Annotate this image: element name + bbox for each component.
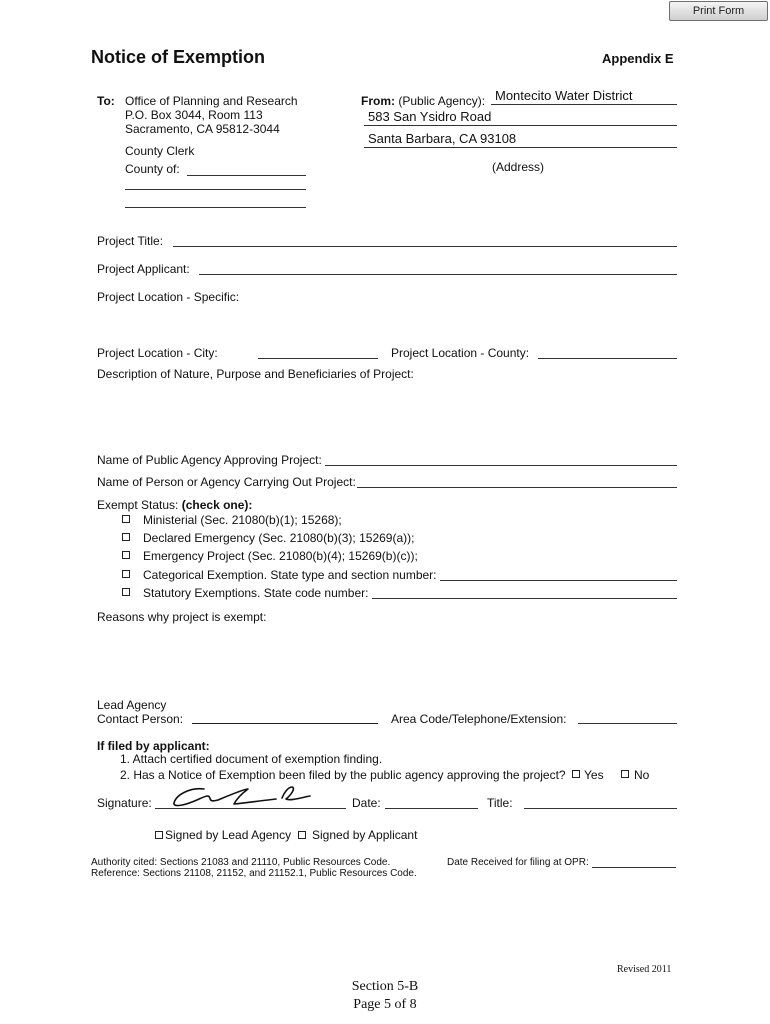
exempt-option-declared-emergency: Declared Emergency (Sec. 21080(b)(3); 15269(a));: [143, 531, 415, 545]
project-location-county-label: Project Location - County:: [391, 346, 530, 360]
exempt-option-emergency-project: Emergency Project (Sec. 21080(b)(4); 15269(b)(c));: [143, 549, 418, 563]
section-label: Section 5-B: [351, 979, 419, 994]
exempt-status-hint: (check one):: [181, 498, 253, 512]
public-agency-underline: [491, 104, 677, 105]
exempt-option-statutory: Statutory Exemptions. State code number:: [143, 586, 369, 600]
categorical-exemption-field[interactable]: [440, 580, 677, 581]
signature-label: Signature:: [97, 796, 152, 810]
filed-by-applicant-heading: If filed by applicant:: [97, 739, 210, 753]
project-location-city-field[interactable]: [258, 358, 378, 359]
county-clerk-label: County Clerk: [125, 144, 195, 158]
address-line1-field[interactable]: 583 San Ysidro Road: [368, 109, 492, 124]
reference-text: Reference: Sections 21108, 21152, and 21152.1, Public Resources Code.: [91, 868, 417, 879]
revised-label: Revised 2011: [617, 964, 672, 975]
to-label: To:: [97, 94, 115, 108]
reasons-exempt-label: Reasons why project is exempt:: [97, 610, 267, 624]
project-applicant-label: Project Applicant:: [97, 262, 190, 276]
authority-cited: Authority cited: Sections 21083 and 21110, Public Resources Code.: [91, 857, 391, 868]
address-line1-underline: [364, 125, 677, 126]
project-title-label: Project Title:: [97, 234, 164, 248]
contact-person-label: Contact Person:: [97, 712, 184, 726]
applicant-item-2: 2. Has a Notice of Exemption been filed by the public agency approving the project?: [120, 768, 566, 782]
page-number: Page 5 of 8: [353, 997, 417, 1012]
signed-lead-agency-checkbox[interactable]: [155, 831, 163, 839]
handwritten-signature: [170, 783, 330, 811]
exempt-option-ministerial: Ministerial (Sec. 21080(b)(1); 15268);: [143, 513, 342, 527]
public-agency-field[interactable]: Montecito Water District: [495, 88, 633, 103]
title-label: Title:: [487, 796, 513, 810]
statutory-exemption-checkbox[interactable]: [122, 588, 130, 596]
county-of-field[interactable]: [187, 175, 306, 176]
from-label-group: [361, 94, 485, 108]
statutory-exemption-field[interactable]: [372, 598, 677, 599]
county-of-label: County of:: [125, 162, 180, 176]
address-line2-field[interactable]: Santa Barbara, CA 93108: [368, 131, 517, 146]
date-received-field[interactable]: [592, 867, 676, 868]
declared-emergency-checkbox[interactable]: [122, 533, 130, 541]
project-location-city-label: Project Location - City:: [97, 346, 218, 360]
date-field[interactable]: [385, 808, 478, 809]
lead-agency-label: Lead Agency: [97, 698, 167, 712]
appendix-label: Appendix E: [602, 51, 674, 66]
approving-agency-label: Name of Public Agency Approving Project:: [97, 453, 322, 467]
project-applicant-field[interactable]: [199, 274, 677, 275]
county-line-2-field[interactable]: [125, 189, 306, 190]
title-field[interactable]: [524, 808, 677, 809]
emergency-project-checkbox[interactable]: [122, 551, 130, 559]
exempt-option-categorical: Categorical Exemption. State type and section number:: [143, 568, 437, 582]
signed-applicant-label: Signed by Applicant: [312, 828, 418, 842]
project-description-label: Description of Nature, Purpose and Beneficiaries of Project:: [97, 367, 414, 381]
page-title: Notice of Exemption: [91, 47, 266, 67]
print-form-button[interactable]: Print Form: [669, 1, 768, 21]
from-label: From:: [361, 94, 395, 108]
approving-agency-field[interactable]: [325, 465, 677, 466]
contact-person-field[interactable]: [192, 723, 378, 724]
filed-no-label: No: [634, 768, 650, 782]
address-line2-underline: [364, 147, 677, 148]
project-location-county-field[interactable]: [538, 358, 677, 359]
exempt-status-label-group: [97, 498, 252, 512]
ministerial-checkbox[interactable]: [122, 515, 130, 523]
to-line-3: Sacramento, CA 95812-3044: [125, 122, 280, 136]
carrying-out-label: Name of Person or Agency Carrying Out Project:: [97, 475, 356, 489]
address-caption: (Address): [492, 160, 545, 174]
date-received-label: Date Received for filing at OPR:: [447, 857, 589, 868]
telephone-field[interactable]: [578, 723, 677, 724]
county-line-3-field[interactable]: [125, 207, 306, 208]
carrying-out-field[interactable]: [357, 487, 677, 488]
signed-applicant-checkbox[interactable]: [298, 831, 306, 839]
categorical-exemption-checkbox[interactable]: [122, 570, 130, 578]
exempt-status-label: Exempt Status:: [97, 498, 179, 512]
applicant-item-1: 1. Attach certified document of exemption finding.: [120, 752, 383, 766]
telephone-label: Area Code/Telephone/Extension:: [391, 712, 567, 726]
to-line-1: Office of Planning and Research: [125, 94, 298, 108]
date-label: Date:: [352, 796, 381, 810]
project-location-specific-label: Project Location - Specific:: [97, 290, 240, 304]
project-title-field[interactable]: [173, 246, 677, 247]
filed-yes-label: Yes: [584, 768, 604, 782]
from-sublabel: (Public Agency):: [398, 94, 486, 108]
filed-no-checkbox[interactable]: [621, 770, 629, 778]
signed-lead-agency-label: Signed by Lead Agency: [165, 828, 292, 842]
filed-yes-checkbox[interactable]: [572, 770, 580, 778]
to-line-2: P.O. Box 3044, Room 113: [125, 108, 263, 122]
